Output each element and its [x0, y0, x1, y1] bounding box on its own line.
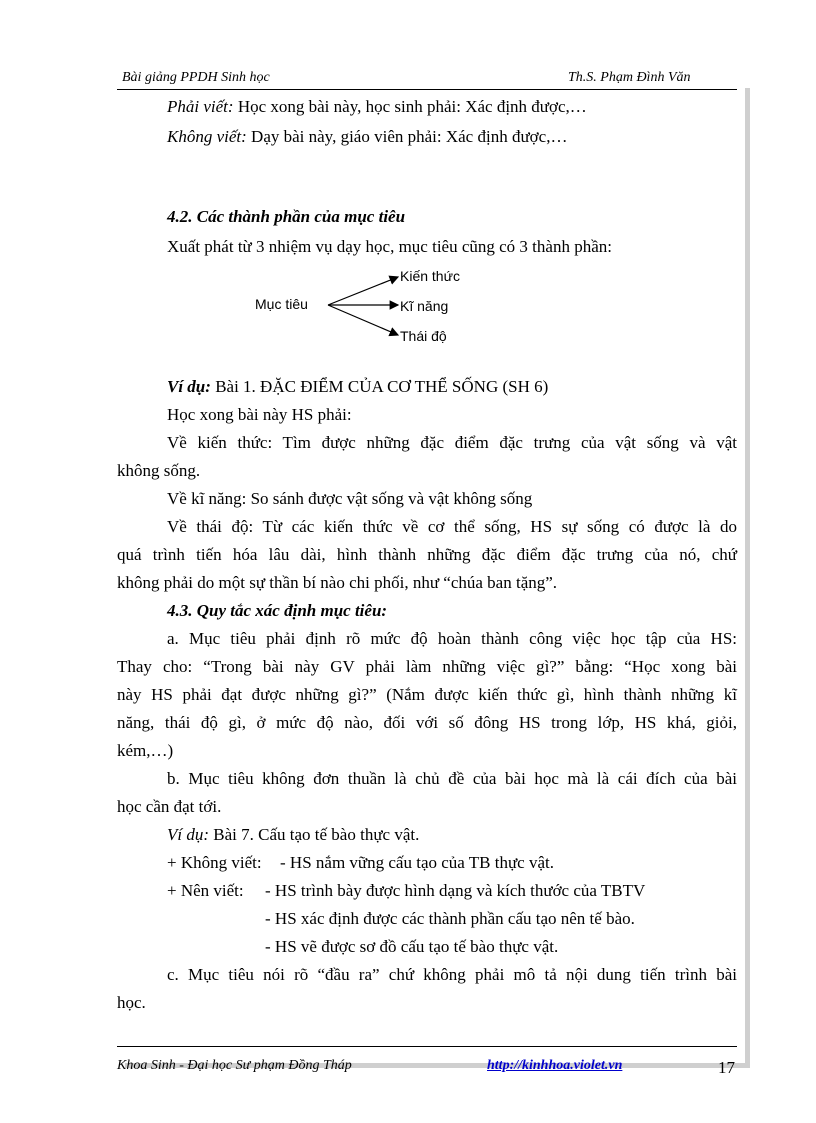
rule-a-4: năng, thái độ gì, ở mức độ nào, đối với số đông HS trong lớp, HS khá, giỏi, — [117, 713, 737, 732]
section-42-text: Xuất phát từ 3 nhiệm vụ dạy học, mục tiêu cũng có 3 thành phần: — [167, 237, 612, 256]
not-text: Dạy bài này, giáo viên phải: Xác định được,… — [246, 127, 568, 146]
example1-attitude-2: quá trình tiến hóa lâu dài, hình thành những đặc điểm đặc trưng của nó, chứ — [117, 545, 737, 564]
should-write-3: - HS vẽ được sơ đồ cấu tạo tế bào thực vật. — [265, 937, 559, 956]
diagram-branch-skill: Kĩ năng — [400, 298, 449, 314]
intro-not-line — [167, 126, 567, 148]
should-label: Phải viết: — [167, 97, 234, 116]
section-43-heading: 4.3. Quy tắc xác định mục tiêu: — [167, 601, 388, 620]
should-text: Học xong bài này, học sinh phải: Xác định được,… — [233, 97, 587, 116]
should-write-2: - HS xác định được các thành phần cấu tạo nên tế bào. — [265, 909, 635, 928]
rule-b-2: học cần đạt tới. — [117, 797, 222, 816]
example1-title-line — [167, 376, 548, 398]
not-label: Không viết: — [167, 127, 247, 146]
page-number: 17 — [718, 1058, 735, 1077]
rule-a-5: kém,…) — [117, 741, 174, 760]
diagram-branch-knowledge: Kiến thức — [400, 268, 460, 284]
example1-knowledge-2: không sống. — [117, 461, 201, 480]
section-42-heading: 4.2. Các thành phần của mục tiêu — [167, 207, 406, 226]
example2-label: Ví dụ: — [167, 825, 210, 844]
example1-attitude-3: không phải do một sự thần bí nào chi phối, như “chúa ban tặng”. — [117, 573, 558, 592]
example2-title: Bài 7. Cấu tạo tế bào thực vật. — [209, 825, 420, 844]
header-right: Th.S. Phạm Đình Văn — [568, 70, 691, 85]
diagram-branch-attitude: Thái độ — [400, 328, 447, 344]
footer-rule — [117, 1046, 737, 1047]
intro-should-line — [167, 96, 587, 118]
rule-a-2: Thay cho: “Trong bài này GV phải làm những việc gì?” bằng: “Học xong bài — [117, 657, 737, 676]
rule-a-1: a. Mục tiêu phải định rõ mức độ hoàn thành công việc học tập của HS: — [167, 629, 737, 648]
example1-title: Bài 1. ĐẶC ĐIỂM CỦA CƠ THỂ SỐNG (SH 6) — [210, 377, 549, 396]
footer-left: Khoa Sinh - Đại học Sư phạm Đồng Tháp — [117, 1058, 352, 1073]
rule-c-2: học. — [117, 993, 146, 1012]
not-write-text: - HS nắm vững cấu tạo của TB thực vật. — [280, 853, 554, 872]
not-write-label: + Không viết: — [167, 853, 262, 872]
header-left: Bài giảng PPDH Sinh học — [122, 70, 270, 85]
example1-skill: Về kĩ năng: So sánh được vật sống và vật không sống — [167, 489, 533, 508]
example2-title-line — [167, 824, 419, 846]
should-write-1: - HS trình bày được hình dạng và kích thước của TBTV — [265, 881, 646, 900]
rule-c-1: c. Mục tiêu nói rõ “đầu ra” chứ không phải mô tả nội dung tiến trình bài — [167, 965, 737, 984]
example1-label: Ví dụ: — [167, 377, 211, 396]
example1-attitude-1: Về thái độ: Từ các kiến thức về cơ thể sống, HS sự sống có được là do — [167, 517, 737, 536]
rule-a-3: này HS phải đạt được những gì?” (Nắm được kiến thức gì, hình thành những kĩ — [117, 685, 737, 704]
diagram-root: Mục tiêu — [255, 296, 308, 312]
arrow-attitude — [328, 305, 398, 335]
footer-link[interactable]: http://kinhhoa.violet.vn — [487, 1058, 623, 1073]
example1-lead: Học xong bài này HS phải: — [167, 405, 352, 424]
arrow-knowledge — [328, 277, 398, 305]
rule-b-1: b. Mục tiêu không đơn thuần là chủ đề của bài học mà là cái đích của bài — [167, 769, 737, 788]
diagram-arrows — [320, 265, 405, 345]
header-rule — [117, 89, 737, 90]
example1-knowledge-1: Về kiến thức: Tìm được những đặc điểm đặc trưng của vật sống và vật — [167, 433, 737, 452]
page-shadow-right — [745, 88, 750, 1063]
should-write-label: + Nên viết: — [167, 881, 244, 900]
